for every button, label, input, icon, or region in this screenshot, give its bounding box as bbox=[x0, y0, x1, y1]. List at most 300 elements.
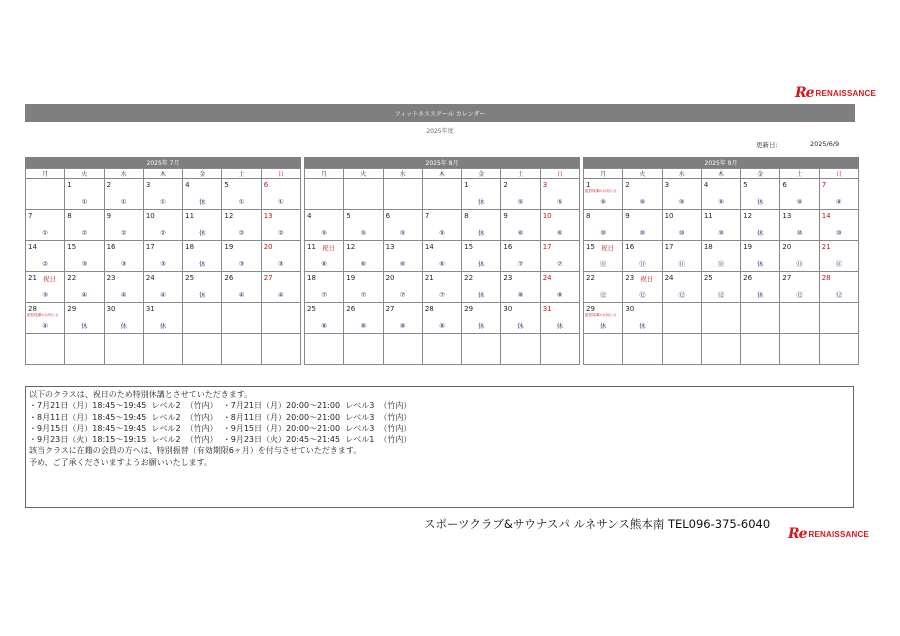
day-cell bbox=[383, 334, 422, 365]
week-row bbox=[305, 179, 580, 210]
day-cell bbox=[623, 272, 662, 303]
day-note: 振替休講のお知らせ bbox=[585, 313, 617, 317]
day-number: 23 bbox=[625, 274, 635, 282]
day-cell bbox=[383, 303, 422, 334]
day-number: 25 bbox=[307, 305, 316, 313]
day-number: 27 bbox=[263, 274, 273, 282]
day-number: 17 bbox=[542, 243, 552, 251]
day-cell bbox=[584, 241, 623, 272]
day-cell bbox=[422, 241, 461, 272]
day-cell bbox=[819, 179, 858, 210]
day-cell bbox=[183, 303, 222, 334]
day-number: 16 bbox=[106, 243, 116, 251]
day-number: 19 bbox=[346, 274, 356, 282]
weekday-header: 日 bbox=[261, 169, 300, 179]
renaissance-logo-footer bbox=[788, 526, 869, 542]
day-number: 18 bbox=[185, 243, 195, 251]
day-cell bbox=[344, 210, 383, 241]
week-row bbox=[26, 241, 301, 272]
day-cell bbox=[780, 179, 819, 210]
week-row bbox=[305, 303, 580, 334]
day-number: 2 bbox=[503, 181, 508, 189]
closed-mark: 休 bbox=[199, 229, 206, 237]
lesson-number: ⑥ bbox=[439, 260, 445, 268]
lesson-number: ⑧ bbox=[321, 322, 328, 330]
weekday-header: 水 bbox=[104, 169, 143, 179]
holiday-label: 祝日 bbox=[640, 275, 654, 283]
lesson-number: ⑪ bbox=[678, 260, 685, 268]
day-number: 24 bbox=[145, 274, 155, 282]
week-row bbox=[305, 334, 580, 365]
day-cell bbox=[422, 272, 461, 303]
lesson-number: ⑧ bbox=[517, 291, 524, 299]
lesson-number: ① bbox=[238, 198, 245, 206]
day-cell bbox=[501, 179, 540, 210]
day-number: 11 bbox=[307, 243, 316, 251]
day-cell bbox=[662, 303, 701, 334]
week-row bbox=[305, 272, 580, 303]
weekday-header: 月 bbox=[584, 169, 623, 179]
day-cell bbox=[261, 179, 300, 210]
weekday-header: 金 bbox=[183, 169, 222, 179]
lesson-number: ⑧ bbox=[360, 322, 367, 330]
day-cell bbox=[104, 210, 143, 241]
day-number: 8 bbox=[586, 212, 591, 220]
week-row bbox=[584, 241, 859, 272]
lesson-number: ① bbox=[277, 198, 284, 206]
day-number: 30 bbox=[503, 305, 513, 313]
day-cell bbox=[662, 241, 701, 272]
day-cell bbox=[344, 179, 383, 210]
day-number: 26 bbox=[743, 274, 753, 282]
day-cell bbox=[344, 303, 383, 334]
weekday-header: 日 bbox=[540, 169, 579, 179]
week-row bbox=[26, 303, 301, 334]
lesson-number: ① bbox=[42, 229, 49, 237]
day-cell bbox=[344, 334, 383, 365]
day-number: 19 bbox=[224, 243, 234, 251]
week-row bbox=[584, 272, 859, 303]
day-number: 13 bbox=[263, 212, 273, 220]
closed-mark: 休 bbox=[478, 291, 485, 299]
day-number: 18 bbox=[307, 274, 316, 282]
lesson-number: ⑫ bbox=[639, 291, 646, 299]
day-number: 16 bbox=[503, 243, 513, 251]
lesson-number: ⑤ bbox=[517, 198, 524, 206]
day-number: 2 bbox=[106, 181, 112, 189]
lesson-number: ⑩ bbox=[718, 229, 724, 237]
lesson-number: ③ bbox=[120, 260, 127, 268]
weekday-header: 土 bbox=[780, 169, 819, 179]
day-number: 9 bbox=[503, 212, 508, 220]
day-number: 21 bbox=[821, 243, 831, 251]
lesson-number: ③ bbox=[160, 260, 166, 268]
calendar-july bbox=[25, 157, 301, 365]
lesson-number: ⑨ bbox=[678, 198, 685, 206]
lesson-number: ⑩ bbox=[678, 229, 685, 237]
day-number: 6 bbox=[385, 212, 391, 220]
notice-line: ・8月11日（月）18:45～19:45 レベル2 （竹内） ・8月11日（月）20:00～21:00 レベル3 （竹内） bbox=[29, 412, 412, 422]
day-cell bbox=[623, 303, 662, 334]
day-cell bbox=[26, 334, 65, 365]
day-cell bbox=[65, 179, 104, 210]
weekday-header: 火 bbox=[65, 169, 104, 179]
day-number: 4 bbox=[185, 181, 190, 189]
notice-line: ・9月15日（月）18:45～19:45 レベル2 （竹内） ・9月15日（月）20:00～21:00 レベル3 （竹内） bbox=[29, 423, 412, 433]
week-row bbox=[305, 210, 580, 241]
fiscal-year: 2025年度 bbox=[426, 128, 454, 135]
lesson-number: ④ bbox=[277, 291, 284, 299]
day-cell bbox=[383, 179, 422, 210]
day-cell bbox=[222, 272, 261, 303]
closed-mark: 休 bbox=[517, 322, 524, 330]
closed-mark: 休 bbox=[199, 260, 206, 268]
day-cell bbox=[104, 272, 143, 303]
day-number: 5 bbox=[224, 181, 229, 189]
day-cell bbox=[104, 241, 143, 272]
lesson-number: ③ bbox=[277, 260, 284, 268]
closed-mark: 休 bbox=[757, 291, 764, 299]
closed-mark: 休 bbox=[757, 229, 764, 237]
lesson-number: ④ bbox=[81, 291, 88, 299]
weekday-header: 金 bbox=[741, 169, 780, 179]
day-cell bbox=[501, 334, 540, 365]
notice-line: 該当クラスに在籍の会員の方へは、特別振替（有効期限6ヶ月）を付与させていただきます。 bbox=[29, 446, 362, 456]
day-number: 5 bbox=[346, 212, 351, 220]
day-number: 16 bbox=[625, 243, 635, 251]
day-cell bbox=[701, 179, 740, 210]
day-number: 29 bbox=[67, 305, 77, 313]
day-cell bbox=[462, 241, 501, 272]
day-cell bbox=[701, 272, 740, 303]
day-cell bbox=[104, 179, 143, 210]
lesson-number: ⑧ bbox=[556, 291, 563, 299]
weekday-header: 火 bbox=[344, 169, 383, 179]
day-cell bbox=[623, 179, 662, 210]
day-cell bbox=[701, 210, 740, 241]
day-number: 1 bbox=[586, 181, 591, 189]
month-grid bbox=[25, 168, 301, 365]
lesson-number: ⑪ bbox=[835, 260, 843, 268]
day-number: 10 bbox=[664, 212, 674, 220]
day-number: 14 bbox=[424, 243, 434, 251]
day-cell bbox=[65, 272, 104, 303]
day-number: 19 bbox=[743, 243, 753, 251]
lesson-number: ⑪ bbox=[599, 260, 607, 268]
day-cell bbox=[819, 241, 858, 272]
day-number: 11 bbox=[185, 212, 195, 220]
day-number: 28 bbox=[424, 305, 434, 313]
day-cell bbox=[780, 303, 819, 334]
lesson-number: ② bbox=[42, 260, 49, 268]
day-cell bbox=[462, 334, 501, 365]
day-number: 28 bbox=[821, 274, 831, 282]
closed-mark: 休 bbox=[478, 260, 485, 268]
weekday-header: 日 bbox=[819, 169, 858, 179]
lesson-number: ⑨ bbox=[639, 198, 646, 206]
day-cell bbox=[584, 210, 623, 241]
lesson-number: ④ bbox=[160, 291, 166, 299]
lesson-number: ⑪ bbox=[717, 260, 725, 268]
day-number: 23 bbox=[106, 274, 116, 282]
day-cell bbox=[540, 334, 579, 365]
day-cell bbox=[662, 179, 701, 210]
day-cell bbox=[383, 210, 422, 241]
lesson-number: ⑥ bbox=[360, 260, 367, 268]
lesson-number: ③ bbox=[238, 260, 245, 268]
lesson-number: ⑤ bbox=[439, 229, 445, 237]
day-number: 5 bbox=[743, 181, 748, 189]
day-number: 14 bbox=[821, 212, 831, 220]
day-cell bbox=[701, 303, 740, 334]
holiday-label: 祝日 bbox=[322, 244, 335, 252]
closed-mark: 休 bbox=[478, 322, 485, 330]
day-number: 15 bbox=[67, 243, 77, 251]
lesson-number: ④ bbox=[120, 291, 127, 299]
day-cell bbox=[462, 272, 501, 303]
day-cell bbox=[741, 272, 780, 303]
weekday-header: 月 bbox=[26, 169, 65, 179]
day-number: 8 bbox=[464, 212, 469, 220]
day-number: 15 bbox=[586, 243, 595, 251]
day-number: 6 bbox=[263, 181, 269, 189]
lesson-number: ⑥ bbox=[321, 260, 328, 268]
lesson-number: ⑦ bbox=[360, 291, 367, 299]
week-row bbox=[305, 241, 580, 272]
day-number: 3 bbox=[664, 181, 670, 189]
day-cell bbox=[261, 272, 300, 303]
day-cell bbox=[540, 210, 579, 241]
day-cell bbox=[65, 241, 104, 272]
day-cell bbox=[540, 241, 579, 272]
day-cell bbox=[741, 210, 780, 241]
weekday-header: 木 bbox=[701, 169, 740, 179]
closed-mark: 休 bbox=[556, 322, 564, 330]
day-cell bbox=[104, 303, 143, 334]
day-cell bbox=[143, 210, 182, 241]
month-title: 2025年 8月 bbox=[304, 157, 580, 168]
day-cell bbox=[383, 241, 422, 272]
day-cell bbox=[741, 303, 780, 334]
week-row bbox=[584, 303, 859, 334]
day-number: 15 bbox=[464, 243, 474, 251]
day-number: 20 bbox=[782, 243, 792, 251]
lesson-number: ⑨ bbox=[796, 198, 803, 206]
day-cell bbox=[501, 272, 540, 303]
day-number: 31 bbox=[542, 305, 552, 313]
day-number: 3 bbox=[145, 181, 151, 189]
holiday-label: 祝日 bbox=[601, 244, 614, 252]
day-cell bbox=[623, 210, 662, 241]
day-number: 22 bbox=[67, 274, 77, 282]
day-cell bbox=[305, 272, 344, 303]
lesson-number: ⑨ bbox=[835, 198, 842, 206]
day-cell bbox=[741, 334, 780, 365]
day-cell bbox=[222, 241, 261, 272]
month-title: 2025年 9月 bbox=[583, 157, 859, 168]
lesson-number: ⑥ bbox=[517, 229, 524, 237]
logo-mark: Re bbox=[788, 526, 807, 542]
day-number: 13 bbox=[385, 243, 395, 251]
day-number: 30 bbox=[625, 305, 635, 313]
month-grid bbox=[304, 168, 580, 365]
day-number: 9 bbox=[106, 212, 112, 220]
day-number: 10 bbox=[542, 212, 552, 220]
day-number: 1 bbox=[67, 181, 72, 189]
day-cell bbox=[780, 334, 819, 365]
day-cell bbox=[462, 303, 501, 334]
day-cell bbox=[422, 334, 461, 365]
lesson-number: ⑥ bbox=[556, 229, 563, 237]
day-cell bbox=[26, 272, 65, 303]
day-number: 22 bbox=[464, 274, 474, 282]
weekday-header: 土 bbox=[501, 169, 540, 179]
lesson-number: ⑨ bbox=[600, 198, 607, 206]
lesson-number: ② bbox=[120, 229, 127, 237]
lesson-number: ⑩ bbox=[639, 229, 646, 237]
closed-mark: 休 bbox=[757, 198, 764, 206]
day-cell bbox=[819, 303, 858, 334]
week-row bbox=[584, 179, 859, 210]
day-cell bbox=[422, 303, 461, 334]
day-cell bbox=[305, 334, 344, 365]
footer-contact: スポーツクラブ&サウナスパ ルネサンス熊本南 TEL096-375-6040 bbox=[424, 517, 771, 531]
lesson-number: ⑤ bbox=[399, 229, 406, 237]
day-cell bbox=[819, 272, 858, 303]
day-number: 14 bbox=[28, 243, 37, 251]
day-cell bbox=[222, 334, 261, 365]
day-cell bbox=[183, 210, 222, 241]
lesson-number: ② bbox=[160, 229, 166, 237]
lesson-number: ⑫ bbox=[796, 291, 803, 299]
day-cell bbox=[183, 272, 222, 303]
day-cell bbox=[623, 241, 662, 272]
day-number: 18 bbox=[703, 243, 713, 251]
closed-mark: 休 bbox=[199, 291, 206, 299]
month-title: 2025年 7月 bbox=[25, 157, 301, 168]
day-cell bbox=[143, 334, 182, 365]
lesson-number: ② bbox=[81, 229, 88, 237]
day-number: 29 bbox=[586, 305, 595, 313]
day-cell bbox=[780, 210, 819, 241]
lesson-number: ⑦ bbox=[399, 291, 406, 299]
day-cell bbox=[462, 179, 501, 210]
lesson-number: ⑦ bbox=[517, 260, 524, 268]
day-cell bbox=[305, 241, 344, 272]
day-cell bbox=[584, 272, 623, 303]
day-cell bbox=[222, 179, 261, 210]
holiday-label: 祝日 bbox=[43, 275, 56, 283]
week-row bbox=[584, 334, 859, 365]
closed-mark: 休 bbox=[478, 198, 485, 206]
closed-mark: 休 bbox=[199, 198, 206, 206]
day-number: 12 bbox=[224, 212, 234, 220]
day-number: 27 bbox=[782, 274, 792, 282]
day-number: 30 bbox=[106, 305, 116, 313]
day-cell bbox=[143, 241, 182, 272]
lesson-number: ⑩ bbox=[835, 229, 842, 237]
day-cell bbox=[305, 303, 344, 334]
day-cell bbox=[261, 241, 300, 272]
day-number: 25 bbox=[185, 274, 195, 282]
day-cell bbox=[344, 241, 383, 272]
day-number: 17 bbox=[664, 243, 674, 251]
day-number: 31 bbox=[145, 305, 155, 313]
day-cell bbox=[780, 241, 819, 272]
weekday-header: 水 bbox=[383, 169, 422, 179]
lesson-number: ⑫ bbox=[678, 291, 685, 299]
calendar-title-bar bbox=[25, 104, 855, 122]
day-cell bbox=[26, 303, 65, 334]
closed-mark: 休 bbox=[599, 322, 607, 330]
day-cell bbox=[261, 334, 300, 365]
day-number: 12 bbox=[743, 212, 753, 220]
lesson-number: ① bbox=[160, 198, 166, 206]
lesson-number: ① bbox=[120, 198, 127, 206]
lesson-number: ⑦ bbox=[439, 291, 445, 299]
day-number: 24 bbox=[542, 274, 552, 282]
day-cell bbox=[143, 179, 182, 210]
day-cell bbox=[741, 179, 780, 210]
day-cell bbox=[305, 179, 344, 210]
day-cell bbox=[65, 303, 104, 334]
closed-mark: 休 bbox=[478, 229, 485, 237]
logo-wordmark: RENAISSANCE bbox=[815, 88, 876, 98]
day-number: 1 bbox=[464, 181, 469, 189]
weekday-header: 木 bbox=[422, 169, 461, 179]
day-cell bbox=[143, 272, 182, 303]
day-cell bbox=[261, 210, 300, 241]
lesson-number: ② bbox=[238, 229, 245, 237]
lesson-number: ⑥ bbox=[399, 260, 406, 268]
lesson-number: ⑩ bbox=[796, 229, 803, 237]
day-cell bbox=[261, 303, 300, 334]
week-row bbox=[584, 210, 859, 241]
day-cell bbox=[701, 241, 740, 272]
day-number: 21 bbox=[424, 274, 434, 282]
day-cell bbox=[819, 334, 858, 365]
day-cell bbox=[222, 303, 261, 334]
lesson-number: ⑫ bbox=[599, 291, 607, 299]
day-cell bbox=[662, 210, 701, 241]
day-number: 26 bbox=[346, 305, 356, 313]
closed-mark: 休 bbox=[639, 322, 646, 330]
day-number: 8 bbox=[67, 212, 72, 220]
lesson-number: ③ bbox=[81, 260, 88, 268]
day-cell bbox=[501, 303, 540, 334]
renaissance-logo bbox=[795, 85, 876, 101]
page-title: フィットネススクール カレンダー bbox=[394, 110, 486, 118]
week-row bbox=[26, 272, 301, 303]
day-cell bbox=[104, 334, 143, 365]
week-row bbox=[26, 179, 301, 210]
notice-line: ・9月23日（火）18:15～19:15 レベル2 （竹内） ・9月23日（火）20:45～21:45 レベル1 （竹内） bbox=[29, 435, 412, 445]
notice-line: 予め、ご了承くださいますようお願いいたします。 bbox=[29, 457, 213, 467]
lesson-number: ④ bbox=[42, 322, 49, 330]
updated-date: 2025/6/9 bbox=[810, 140, 840, 148]
day-number: 6 bbox=[782, 181, 787, 189]
closed-mark: 休 bbox=[159, 322, 167, 330]
day-number: 25 bbox=[703, 274, 713, 282]
day-number: 20 bbox=[263, 243, 273, 251]
day-cell bbox=[183, 179, 222, 210]
day-number: 4 bbox=[307, 212, 312, 220]
calendar-september bbox=[583, 157, 859, 365]
day-cell bbox=[501, 241, 540, 272]
day-number: 10 bbox=[145, 212, 155, 220]
weekday-header: 土 bbox=[222, 169, 261, 179]
day-cell bbox=[65, 334, 104, 365]
